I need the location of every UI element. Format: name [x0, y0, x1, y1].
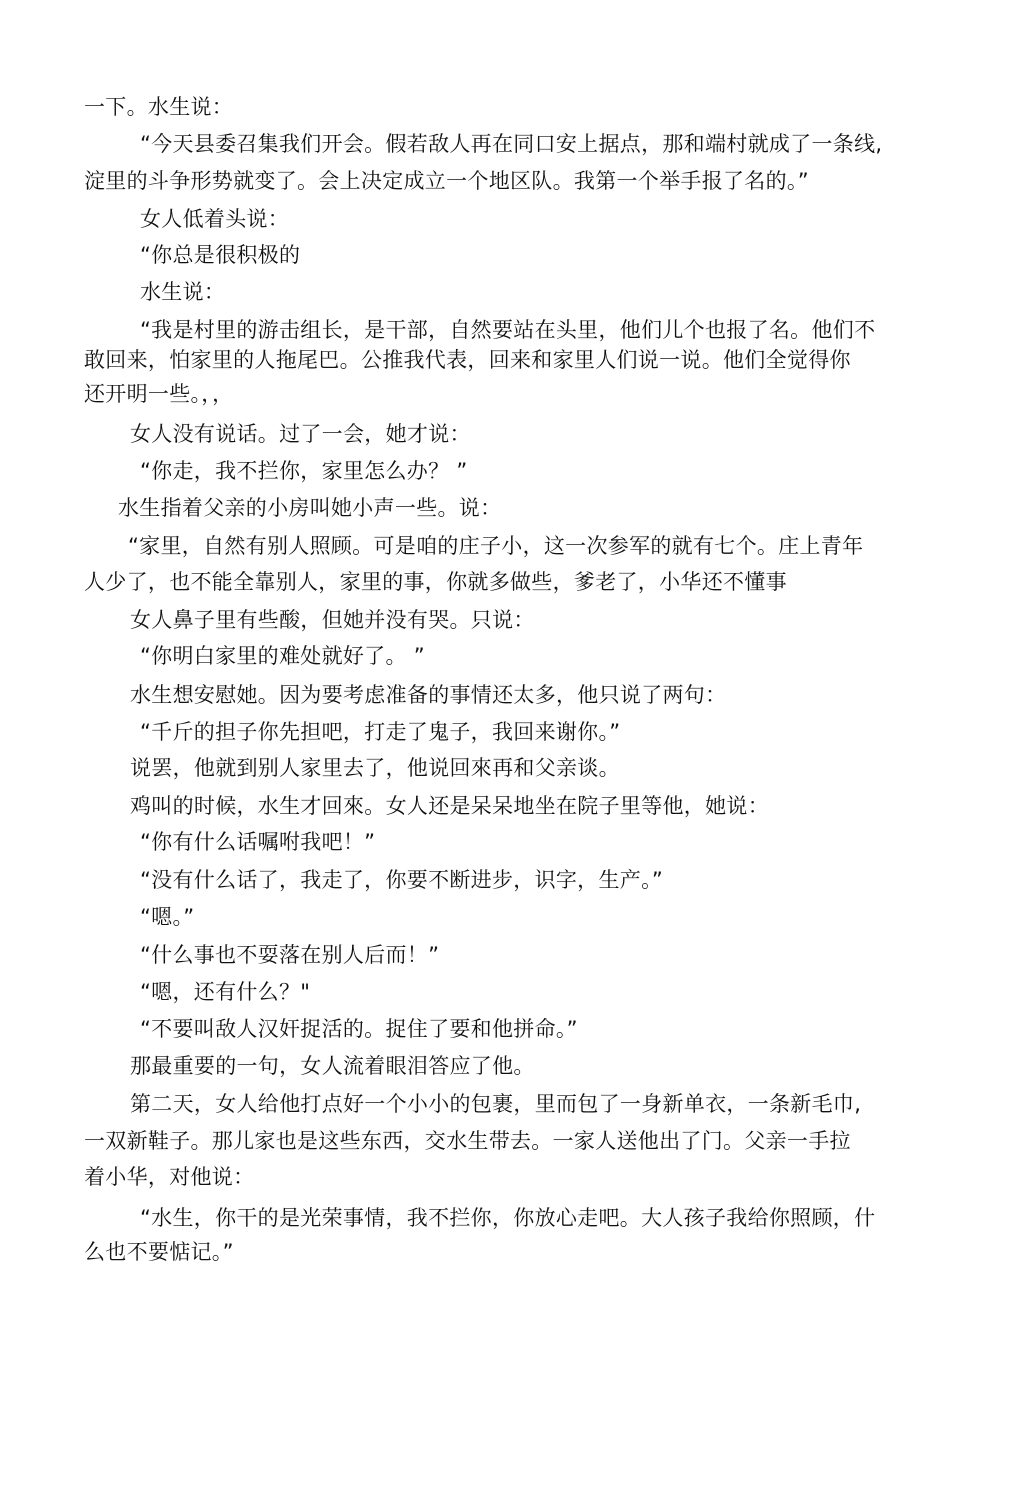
text-line: 第二天，女人给他打点好一个小小的包裹，里而包了一身新单衣，一条新毛巾, [130, 1092, 862, 1116]
text-line: 人少了，也不能全靠别人，家里的事，你就多做些，爹老了，小华还不懂事 [84, 570, 787, 594]
text-line: “嗯。” [140, 905, 195, 929]
text-line: “没有什么话了，我走了，你要不断进步，识字，生产。” [140, 868, 664, 892]
text-line: “水生，你干的是光荣事情，我不拦你，你放心走吧。大人孩子我给你照顾，什 [140, 1206, 876, 1230]
text-line: “你总是很积极的 [140, 243, 301, 267]
text-line: “今天县委召集我们开会。假若敌人再在同口安上据点，那和端村就成了一条线, [140, 132, 883, 156]
text-line: 说罢，他就到别人家里去了，他说回來再和父亲谈。 [130, 756, 620, 780]
text-line: “家里，自然有别人照顾。可是咱的庄子小，这一次参军的就有七个。庄上青年 [128, 534, 864, 558]
text-line: “我是村里的游击组长，是干部，自然要站在头里，他们儿个也报了名。他们不 [140, 318, 876, 342]
text-line: “嗯，还有什么？" [140, 980, 311, 1004]
text-line: 女人没有说话。过了一会，她才说： [130, 422, 471, 446]
text-line: 敢回来，怕家里的人拖尾巴。公推我代表，回来和家里人们说一说。他们全觉得你 [84, 348, 851, 372]
text-line: 女人鼻子里有些酸，但她并没有哭。只说： [130, 608, 535, 632]
text-line: “你走，我不拦你，家里怎么办？ ” [140, 459, 468, 483]
text-line: 水生说： [140, 280, 226, 304]
text-line: 么也不要惦记。” [84, 1240, 234, 1264]
text-line: 女人低着头说： [140, 207, 290, 231]
text-line: “不要叫敌人汉奸捉活的。捉住了要和他拼命。” [140, 1017, 578, 1041]
text-line: “什么事也不耍落在别人后而！” [140, 943, 440, 967]
text-line: 水生想安慰她。因为要考虑准备的事情还太多，他只说了两句： [130, 683, 727, 707]
text-line: 一下。水生说： [84, 95, 234, 119]
text-line: 淀里的斗争形势就变了。会上决定成立一个地区队。我第一个举手报了名的。” [84, 169, 809, 193]
text-line: 鸡叫的时候，水生才回來。女人还是呆呆地坐在院子里等他，她说： [130, 794, 769, 818]
text-line: “你有什么话嘱咐我吧！” [140, 830, 376, 854]
text-line: 一双新鞋子。那儿家也是这些东西，交水生带去。一家人送他出了门。父亲一手拉 [84, 1129, 851, 1153]
text-line: “千斤的担子你先担吧，打走了鬼子，我回来谢你。” [140, 720, 621, 744]
text-line: 那最重要的一句，女人流着眼泪答应了他。 [130, 1054, 535, 1078]
text-line: 水生指着父亲的小房叫她小声一些。说： [118, 496, 502, 520]
text-line: 着小华，对他说： [84, 1165, 255, 1189]
text-line: 还开明一些。，， [84, 382, 234, 406]
text-line: “你明白家里的难处就好了。 ” [140, 644, 425, 668]
